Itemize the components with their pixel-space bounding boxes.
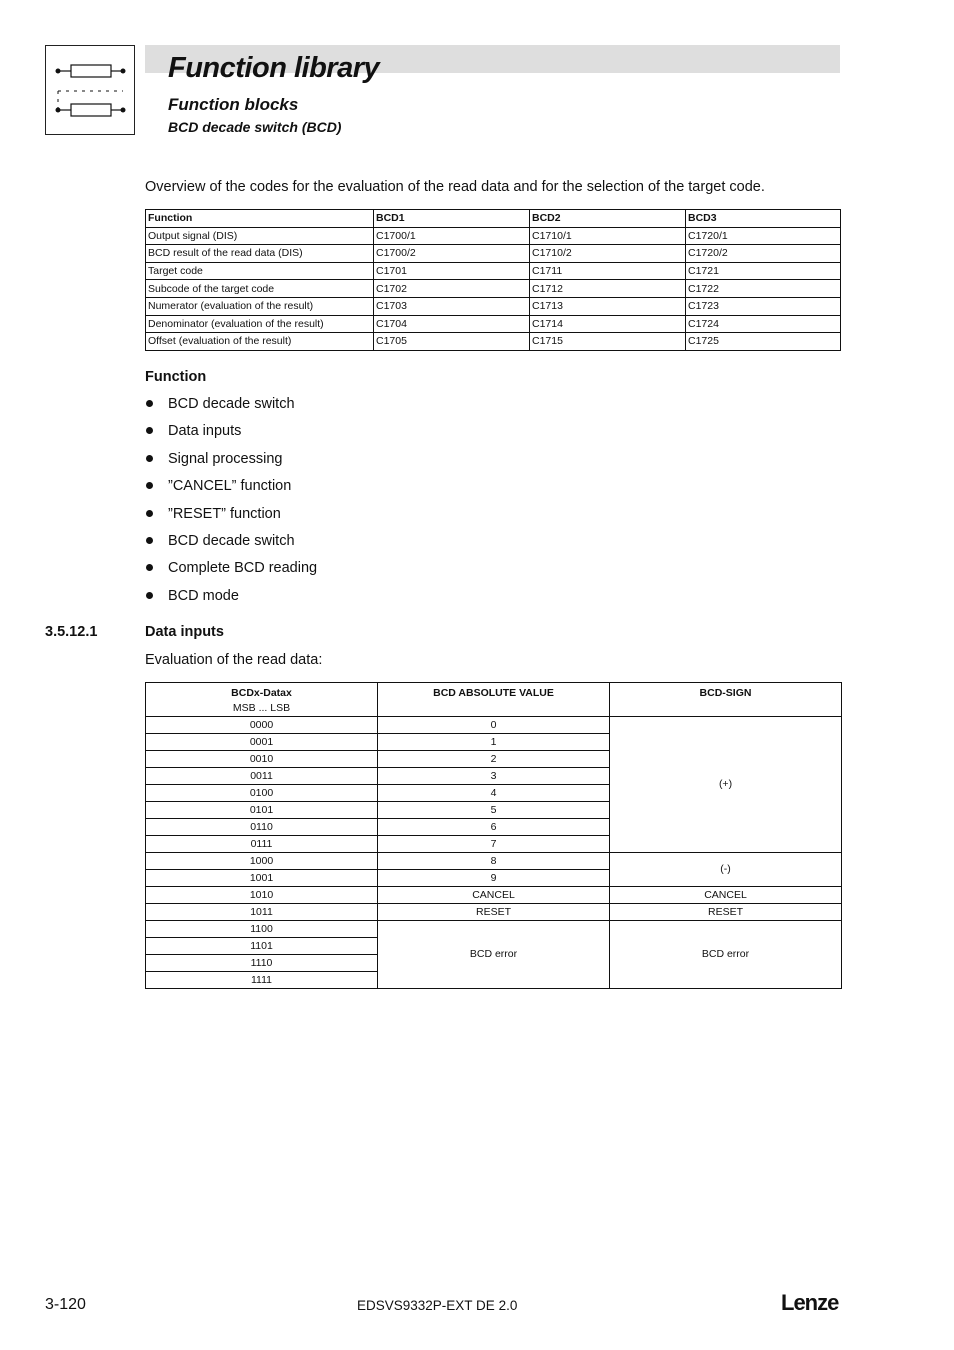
- table-cell: 6: [378, 819, 610, 836]
- table-cell: Output signal (DIS): [146, 227, 374, 245]
- table-cell: C1705: [374, 333, 530, 351]
- table-cell: 0111: [146, 836, 378, 853]
- table-cell: 0000: [146, 717, 378, 734]
- table-cell: 0110: [146, 819, 378, 836]
- table-cell: 7: [378, 836, 610, 853]
- sign-plus-cell: (+): [610, 717, 842, 853]
- function-block-icon: [46, 46, 134, 134]
- table-cell: C1721: [686, 262, 841, 280]
- function-block-logo: [45, 45, 135, 135]
- table-cell: Subcode of the target code: [146, 280, 374, 298]
- header-bcd-data-label: BCDx-Datax: [231, 687, 292, 699]
- table-cell: 8: [378, 853, 610, 870]
- table-cell: C1710/1: [530, 227, 686, 245]
- table-cell: 0101: [146, 802, 378, 819]
- header-bcd2: BCD2: [530, 210, 686, 228]
- table-row: [146, 853, 842, 870]
- table-cell: C1720/1: [686, 227, 841, 245]
- bcd-error-value-cell: BCD error: [378, 921, 610, 989]
- list-item: Signal processing: [145, 447, 317, 474]
- table-cell: 1: [378, 734, 610, 751]
- table-row: [146, 887, 842, 904]
- table-row: [146, 227, 841, 245]
- bcd-table-header: [146, 683, 842, 717]
- table-cell: 5: [378, 802, 610, 819]
- table-cell: 4: [378, 785, 610, 802]
- table-cell: RESET: [610, 904, 842, 921]
- table-cell: 1010: [146, 887, 378, 904]
- subsection-text: Evaluation of the read data:: [145, 652, 323, 668]
- table-cell: C1714: [530, 315, 686, 333]
- header-absolute-value: BCD ABSOLUTE VALUE: [378, 683, 610, 717]
- header-bcd1: BCD1: [374, 210, 530, 228]
- table-cell: C1712: [530, 280, 686, 298]
- table-cell: 1000: [146, 853, 378, 870]
- table-row: [146, 717, 842, 734]
- table-cell: 0010: [146, 751, 378, 768]
- table-cell: BCD result of the read data (DIS): [146, 245, 374, 263]
- table-row: [146, 333, 841, 351]
- page-subtitle: Function blocks: [168, 95, 299, 114]
- table-cell: 0100: [146, 785, 378, 802]
- table-row: [146, 315, 841, 333]
- table-cell: 0001: [146, 734, 378, 751]
- table-cell: C1720/2: [686, 245, 841, 263]
- table-cell: C1715: [530, 333, 686, 351]
- table-cell: 1111: [146, 972, 378, 989]
- header-sign: BCD-SIGN: [610, 683, 842, 717]
- subsection-title: Data inputs: [145, 624, 224, 640]
- subsection-number: 3.5.12.1: [45, 624, 98, 640]
- section-title: BCD decade switch (BCD): [168, 119, 342, 135]
- function-list: [145, 392, 317, 611]
- table-cell: C1723: [686, 297, 841, 315]
- list-item: ”CANCEL” function: [145, 474, 317, 501]
- table-cell: CANCEL: [610, 887, 842, 904]
- intro-paragraph: Overview of the codes for the evaluation of the read data and for the selection of the target code.: [145, 179, 765, 195]
- table-cell: C1710/2: [530, 245, 686, 263]
- bcd-evaluation-table: [145, 682, 842, 989]
- table-cell: C1704: [374, 315, 530, 333]
- list-item: ”RESET” function: [145, 502, 317, 529]
- table-cell: C1703: [374, 297, 530, 315]
- table-cell: C1701: [374, 262, 530, 280]
- table-row: [146, 921, 842, 938]
- table-cell: C1724: [686, 315, 841, 333]
- header-bcd3: BCD3: [686, 210, 841, 228]
- table-cell: C1725: [686, 333, 841, 351]
- bcd-error-sign-cell: BCD error: [610, 921, 842, 989]
- table-cell: Offset (evaluation of the result): [146, 333, 374, 351]
- table-row: [146, 297, 841, 315]
- table-cell: C1722: [686, 280, 841, 298]
- list-item: BCD mode: [145, 584, 317, 611]
- header-bcd-data: [146, 683, 378, 717]
- table-cell: 0011: [146, 768, 378, 785]
- table-cell: 2: [378, 751, 610, 768]
- table-cell: 1001: [146, 870, 378, 887]
- table-cell: 3: [378, 768, 610, 785]
- codes-table: [145, 209, 841, 351]
- table-row: [146, 904, 842, 921]
- table-cell: 0: [378, 717, 610, 734]
- brand-logo: Lenze: [781, 1290, 839, 1315]
- table-cell: RESET: [378, 904, 610, 921]
- table-cell: C1711: [530, 262, 686, 280]
- list-item: BCD decade switch: [145, 392, 317, 419]
- table-cell: Denominator (evaluation of the result): [146, 315, 374, 333]
- table-cell: CANCEL: [378, 887, 610, 904]
- table-row: [146, 262, 841, 280]
- table-cell: C1700/2: [374, 245, 530, 263]
- list-item: Complete BCD reading: [145, 556, 317, 583]
- document-id: EDSVS9332P-EXT DE 2.0: [357, 1298, 518, 1313]
- table-cell: 1011: [146, 904, 378, 921]
- table-cell: Numerator (evaluation of the result): [146, 297, 374, 315]
- codes-table-header: [146, 210, 841, 228]
- table-cell: C1702: [374, 280, 530, 298]
- list-item: Data inputs: [145, 419, 317, 446]
- table-row: [146, 280, 841, 298]
- table-cell: C1700/1: [374, 227, 530, 245]
- sign-minus-cell: (-): [610, 853, 842, 887]
- table-cell: C1713: [530, 297, 686, 315]
- list-item: BCD decade switch: [145, 529, 317, 556]
- function-heading: Function: [145, 369, 207, 385]
- table-cell: 1101: [146, 938, 378, 955]
- table-cell: 1100: [146, 921, 378, 938]
- header-msb-lsb: MSB ... LSB: [232, 702, 291, 714]
- table-cell: 9: [378, 870, 610, 887]
- page-number: 3-120: [45, 1296, 86, 1313]
- table-cell: 1110: [146, 955, 378, 972]
- table-cell: Target code: [146, 262, 374, 280]
- page-title: Function library: [168, 52, 380, 84]
- table-row: [146, 245, 841, 263]
- header-function: Function: [146, 210, 374, 228]
